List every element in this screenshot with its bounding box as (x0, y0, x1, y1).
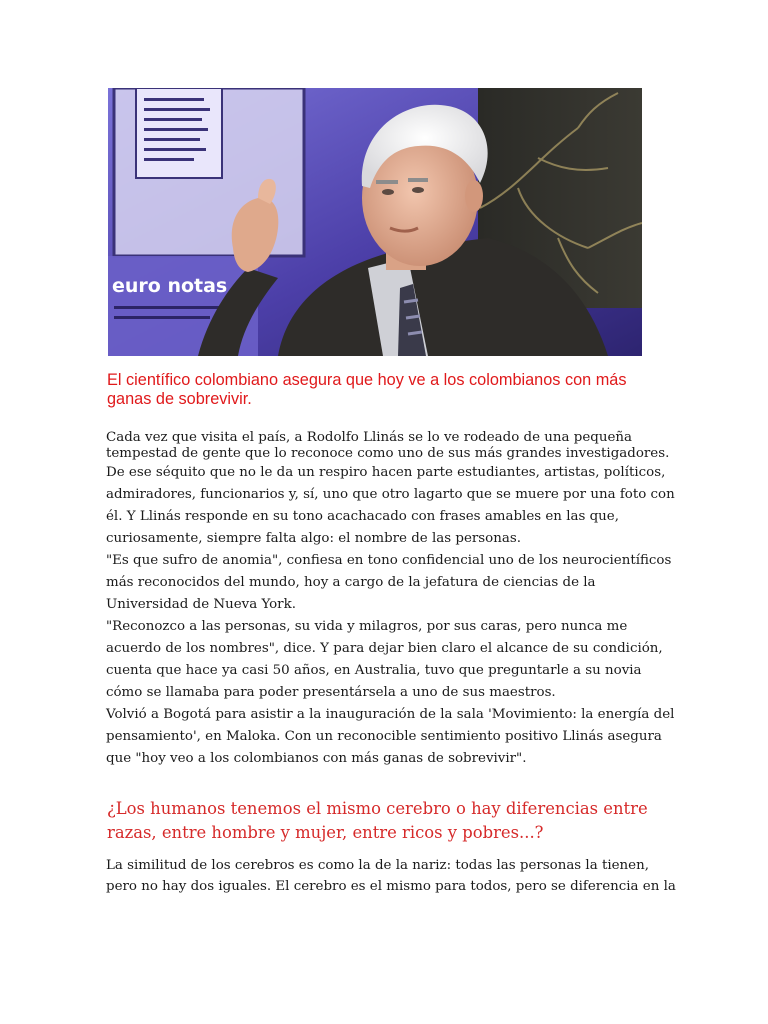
paragraph-intro: Cada vez que visita el país, a Rodolfo Llinás se lo ve rodeado de una pequeña tempestad de gente que lo reconoce como uno de sus más grandes investigadores. (106, 430, 670, 461)
paragraph-bogota: Volvió a Bogotá para asistir a la inauguración de la sala 'Movimiento: la energía del pensamiento', en Maloka. Con un reconocible sentimiento positivo Llinás asegura que "hoy veo a los colombianos con más ganas de sobrevivir". (106, 707, 675, 766)
sign-text: euro notas (112, 275, 228, 297)
paragraph-names: "Reconozco a las personas, su vida y milagros, por sus caras, pero nunca me acuerdo de los nombres", dice. Y para dejar bien claro el alcance de su condición, cuenta que hace ya casi 50 años, en Australia, tuvo que preguntarle a su novia cómo se llamaba para poder presentársela a uno de sus maestros. (106, 619, 663, 700)
article-body (106, 430, 676, 770)
paragraph-anomia: "Es que sufro de anomia", confiesa en tono confidencial uno de los neurocientíficos más reconocidos del mundo, hoy a cargo de la jefatura de ciencias de la Universidad de Nueva York. (106, 553, 672, 612)
paragraph-entourage: De ese séquito que no le da un respiro hacen parte estudiantes, artistas, políticos, admiradores, funcionarios y, sí, uno que otro lagarto que se muere por una foto con él. Y Llinás responde en su tono acachacado con frases amables en las que, curiosamente, siempre falta algo: el nombre de las personas. (106, 465, 675, 546)
interview-answer: La similitud de los cerebros es como la de la nariz: todas las personas la tienen, pero no hay dos iguales. El cerebro es el mismo para todos, pero se diferencia en la (106, 858, 676, 894)
interview-question: ¿Los humanos tenemos el mismo cerebro o hay diferencias entre razas, entre hombre y mujer, entre ricos y pobres...? (107, 799, 648, 842)
article-subtitle: El científico colombiano asegura que hoy ve a los colombianos con más ganas de sobrevivir. (107, 371, 627, 408)
article-photo (108, 88, 642, 356)
